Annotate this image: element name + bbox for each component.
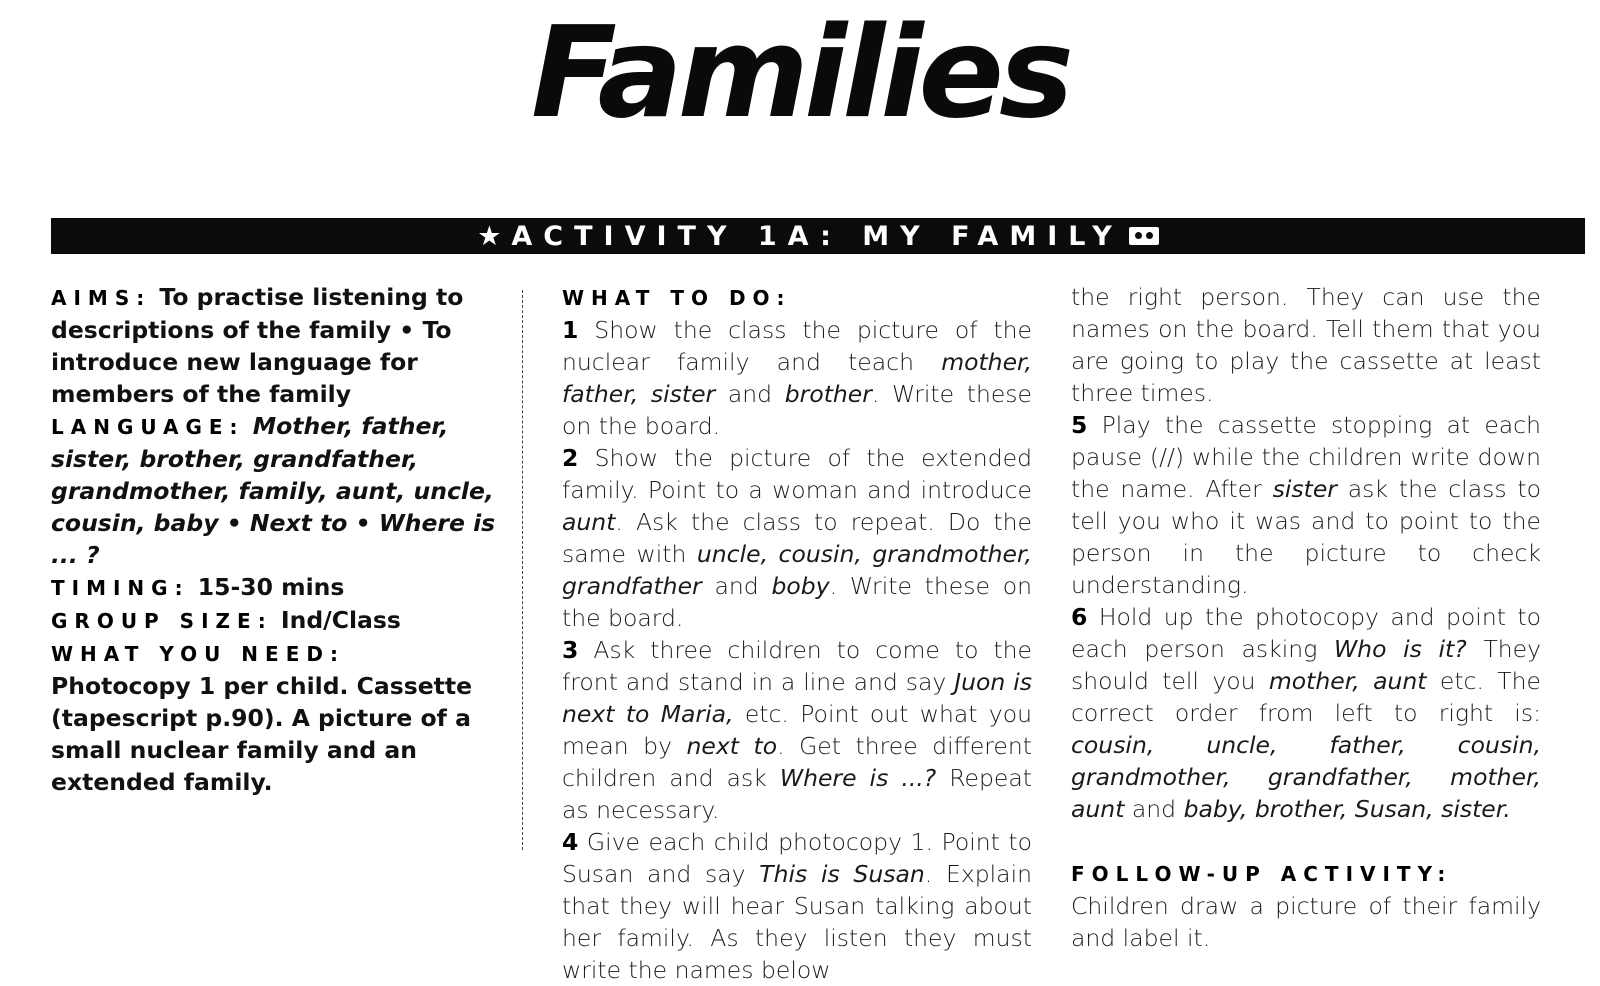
step-1-text-2: and bbox=[715, 380, 785, 408]
language-paragraph bbox=[51, 410, 521, 571]
step-6-text: Hold up the photocopy and point to each person asking bbox=[1071, 603, 1541, 663]
step-3-italic-3: Where is ...? bbox=[779, 764, 937, 792]
step-6-italic-2: mother, aunt bbox=[1268, 667, 1427, 695]
need-text: Photocopy 1 per child. Cassette (tapescript p.90). A picture of a small nuclear family and an extended family. bbox=[51, 672, 473, 796]
group-size-paragraph bbox=[51, 604, 521, 637]
follow-up-label: FOLLOW-UP ACTIVITY: bbox=[1071, 862, 1453, 886]
step-3-number: 3 bbox=[562, 636, 579, 664]
step-6-text-3: etc. The correct order from left to right is: bbox=[1071, 667, 1541, 727]
language-text: Mother, father, sister, brother, grandfather, grandmother, family, aunt, uncle, cousin, baby • Next to • Where is ... ? bbox=[51, 412, 496, 569]
step-2-italic-2: uncle, cousin, grandmother, grandfather bbox=[562, 540, 1032, 600]
step-3-italic: Juon is next to Maria, bbox=[562, 668, 1032, 728]
step-5-text: Play the cassette stopping at each pause (//) while the children write down the name. After bbox=[1071, 411, 1541, 503]
step-2-text-2: . Ask the class to repeat. Do the same with bbox=[562, 508, 1032, 568]
language-label: LANGUAGE: bbox=[51, 415, 245, 439]
step-5-text-2: ask the class to tell you who it was and to point to the person in the picture to check understanding. bbox=[1071, 475, 1541, 599]
step-4-continued: the right person. They can use the names on the board. Tell them that you are going to play the cassette at least three times. bbox=[1071, 283, 1541, 407]
cassette-icon bbox=[1129, 227, 1159, 245]
what-to-do-heading bbox=[562, 281, 1032, 314]
page-title: Families bbox=[531, 0, 1069, 146]
step-5 bbox=[1071, 409, 1541, 601]
step-6-text-2: They should tell you bbox=[1071, 635, 1541, 695]
step-6-italic-4: baby, brother, Susan, sister. bbox=[1183, 795, 1511, 823]
step-4 bbox=[562, 826, 1032, 986]
step-2-text-4: . Write these on the board. bbox=[562, 572, 1032, 632]
what-to-do-label: WHAT TO DO: bbox=[562, 286, 792, 310]
step-3-text: Ask three children to come to the front and stand in a line and say bbox=[562, 636, 1032, 696]
step-6 bbox=[1071, 601, 1541, 825]
spacer bbox=[1071, 825, 1541, 857]
step-6-italic-3: cousin, uncle, father, cousin, grandmother, grandfather, mother, aunt bbox=[1071, 731, 1541, 823]
step-2-text-3: and bbox=[701, 572, 772, 600]
step-1 bbox=[562, 314, 1032, 442]
step-4-text: Give each child photocopy 1. Point to Susan and say bbox=[562, 828, 1032, 888]
step-5-number: 5 bbox=[1071, 411, 1088, 439]
column-divider bbox=[522, 290, 523, 850]
follow-up-text: Children draw a picture of their family and label it. bbox=[1071, 892, 1541, 952]
step-4-number: 4 bbox=[562, 828, 579, 856]
timing-label: TIMING: bbox=[51, 576, 190, 600]
star-icon: ★ bbox=[477, 220, 502, 252]
step-2-italic: aunt bbox=[562, 508, 616, 536]
middle-column bbox=[562, 281, 1032, 986]
step-1-italic-2: brother bbox=[784, 380, 872, 408]
step-4-italic: This is Susan bbox=[759, 860, 925, 888]
step-2 bbox=[562, 442, 1032, 634]
step-3 bbox=[562, 634, 1032, 826]
need-paragraph bbox=[51, 637, 521, 670]
timing-paragraph bbox=[51, 571, 521, 604]
step-1-text-3: . Write these on the board. bbox=[562, 380, 1032, 440]
need-label: WHAT YOU NEED: bbox=[51, 642, 345, 666]
step-3-text-2: etc. Point out what you mean by bbox=[562, 700, 1032, 760]
group-size-label: GROUP SIZE: bbox=[51, 609, 273, 633]
step-4-text-2: . Explain that they will hear Susan talking about her family. As they listen they must write the names below bbox=[562, 860, 1032, 984]
left-column bbox=[51, 281, 521, 798]
step-1-italic: mother, father, sister bbox=[562, 348, 1032, 408]
banner-text: ACTIVITY 1A: MY FAMILY bbox=[511, 220, 1123, 252]
activity-banner bbox=[51, 218, 1585, 254]
aims-text: To practise listening to descriptions of the family • To introduce new language for members of the family bbox=[51, 283, 464, 408]
aims-paragraph bbox=[51, 281, 521, 410]
timing-text: 15-30 mins bbox=[197, 573, 345, 601]
step-6-italic: Who is it? bbox=[1333, 635, 1467, 663]
step-1-number: 1 bbox=[562, 316, 579, 344]
step-5-italic: sister bbox=[1272, 475, 1337, 503]
step-2-italic-3: boby bbox=[771, 572, 830, 600]
follow-up-heading bbox=[1071, 857, 1541, 890]
step-6-number: 6 bbox=[1071, 603, 1088, 631]
step-2-number: 2 bbox=[562, 444, 579, 472]
step-1-text: Show the class the picture of the nuclear family and teach bbox=[562, 316, 1032, 376]
step-2-text: Show the picture of the extended family. Point to a woman and introduce bbox=[562, 444, 1032, 504]
right-column bbox=[1071, 281, 1541, 954]
step-3-text-4: Repeat as necessary. bbox=[562, 764, 1032, 824]
step-3-text-3: . Get three different children and ask bbox=[562, 732, 1032, 792]
step-6-text-4: and bbox=[1124, 795, 1184, 823]
aims-label: AIMS: bbox=[51, 286, 152, 310]
step-3-italic-2: next to bbox=[686, 732, 778, 760]
group-size-text: Ind/Class bbox=[280, 606, 401, 634]
